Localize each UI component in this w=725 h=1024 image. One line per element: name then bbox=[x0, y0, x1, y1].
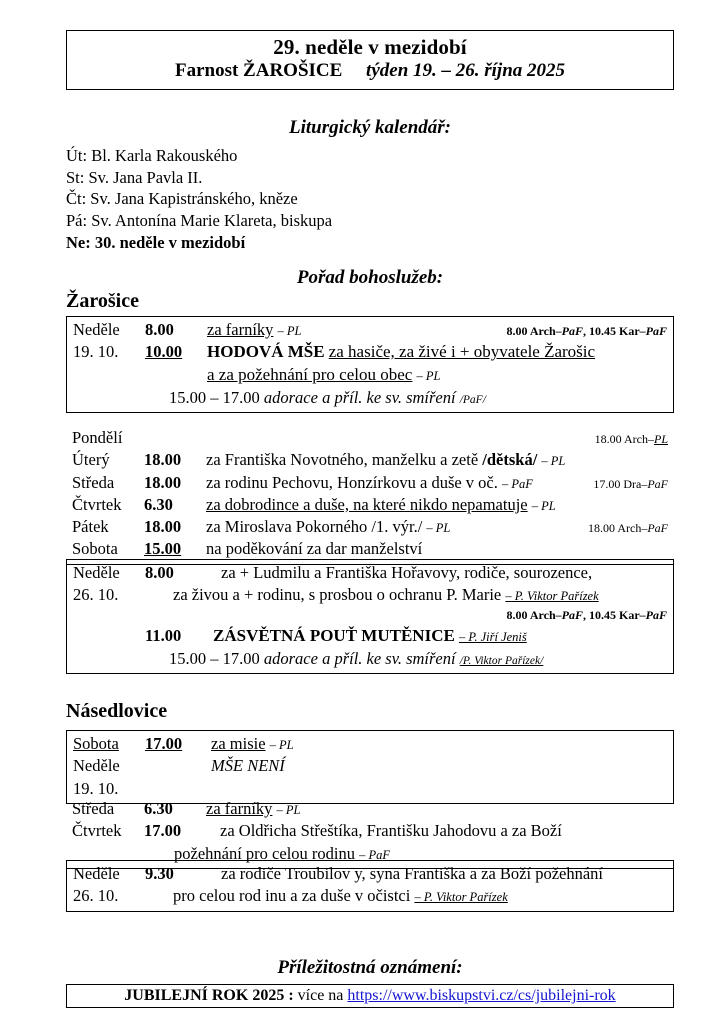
row-intention bbox=[145, 584, 667, 606]
row-intention bbox=[206, 449, 668, 471]
table-row bbox=[73, 755, 667, 777]
adoration-time: 15.00 – 17.00 bbox=[169, 388, 260, 408]
row-adoration bbox=[145, 648, 667, 670]
zarosice-weekdays-block bbox=[66, 425, 674, 565]
table-row bbox=[73, 885, 667, 907]
annotation-part: PaF bbox=[647, 476, 668, 491]
jubilee-link[interactable]: https://www.biskupstvi.cz/cs/jubilejni-rok bbox=[347, 987, 616, 1004]
table-row bbox=[73, 625, 667, 648]
table-row bbox=[72, 516, 668, 538]
annotation-part: 18.00 Arch– bbox=[588, 521, 648, 536]
celebrant-code: – PL bbox=[426, 521, 451, 536]
row-time: 18.00 bbox=[144, 517, 182, 537]
table-row bbox=[73, 319, 667, 341]
row-time: 17.00 bbox=[144, 821, 182, 841]
row-annotation bbox=[499, 323, 667, 339]
row-time: 9.30 bbox=[145, 864, 174, 883]
nasedlovice-block-3 bbox=[66, 860, 674, 912]
row-time: 18.00 bbox=[144, 450, 182, 470]
row-time: 10.00 bbox=[145, 342, 183, 362]
intention-note: /dětská/ bbox=[482, 450, 538, 470]
celebrant-code: – PL bbox=[269, 738, 294, 752]
celebrant-code: – PaF bbox=[359, 847, 391, 862]
row-intention bbox=[207, 364, 667, 387]
table-row bbox=[73, 387, 667, 409]
table-row bbox=[72, 427, 668, 449]
table-row bbox=[73, 584, 667, 606]
intention-text: za rodinu Pechovu, Honzírkovu a duše v oč. bbox=[206, 472, 498, 492]
annotation-part: PaF bbox=[561, 607, 583, 622]
row-intention bbox=[213, 625, 667, 648]
parish-name: Farnost ŽAROŠICE bbox=[174, 60, 343, 82]
table-row bbox=[72, 449, 668, 471]
table-row bbox=[73, 648, 667, 670]
celebrant-name: – P. Viktor Pařízek bbox=[505, 589, 599, 604]
annotation-part: , 10.45 Kar– bbox=[582, 607, 646, 622]
annotation-part: PaF bbox=[647, 521, 668, 536]
row-intention bbox=[207, 341, 667, 364]
annotation-part: PaF bbox=[561, 324, 583, 338]
celebrant-name: – P. Viktor Pařízek bbox=[414, 890, 508, 905]
row-date: 26. 10. bbox=[73, 585, 119, 605]
list-item: Ne: 30. neděle v mezidobí bbox=[66, 232, 246, 252]
row-adoration bbox=[145, 387, 667, 409]
intention-text: za farníky bbox=[207, 320, 274, 339]
nasedlovice-block-1 bbox=[66, 730, 674, 804]
row-day: Neděle bbox=[73, 864, 120, 883]
annotation-part: 8.00 Arch– bbox=[506, 324, 562, 338]
row-intention bbox=[206, 538, 668, 560]
intention-text: za misie bbox=[211, 734, 266, 753]
table-row bbox=[73, 607, 667, 623]
adoration-text: adorace a příl. ke sv. smíření bbox=[263, 648, 456, 668]
celebrant-code: – PL bbox=[541, 454, 566, 469]
announcements-title: Příležitostná oznámení: bbox=[277, 957, 463, 978]
adoration-time: 15.00 – 17.00 bbox=[169, 648, 260, 668]
intention-text: na poděkování za dar manželství bbox=[206, 539, 423, 559]
celebrant-name: /P. Viktor Pařízek/ bbox=[459, 654, 544, 667]
pilgrimage-label: ZÁSVĚTNÁ POUŤ MUTĚNICE bbox=[213, 625, 455, 645]
table-row bbox=[73, 733, 667, 755]
adoration-text: adorace a příl. ke sv. smíření bbox=[263, 388, 456, 408]
header-subtitle bbox=[73, 60, 667, 83]
intention-text: za Miroslava Pokorného /1. výr./ bbox=[206, 517, 423, 537]
row-day: Čtvrtek bbox=[72, 494, 122, 514]
table-row bbox=[73, 364, 667, 387]
intention-text: za farníky bbox=[206, 799, 273, 818]
intention-text: za živou a + rodinu, s prosbou o ochranu P. Marie bbox=[173, 585, 502, 605]
annotation-part: 17.00 Dra– bbox=[593, 476, 648, 491]
row-intention: za + Ludmilu a Františka Hořavovy, rodiče, sourozence, bbox=[221, 563, 593, 582]
liturgical-calendar-section bbox=[66, 118, 674, 254]
list-item: St: Sv. Jana Pavla II. bbox=[66, 167, 203, 187]
announcement-text: více na bbox=[297, 987, 344, 1004]
celebrant-code: – PaF bbox=[502, 476, 533, 491]
table-row bbox=[73, 863, 667, 885]
row-day: Pátek bbox=[72, 517, 109, 537]
row-date: 19. 10. bbox=[73, 342, 119, 362]
zarosice-sunday-26-block bbox=[66, 559, 674, 674]
row-day: Pondělí bbox=[72, 428, 123, 447]
celebrant-name: – P. Jiří Jeniš bbox=[458, 629, 527, 644]
row-annotation bbox=[587, 431, 668, 447]
document-header bbox=[66, 30, 674, 90]
row-day: Neděle bbox=[73, 756, 120, 776]
schedule-title: Pořad bohoslužeb: bbox=[296, 267, 444, 288]
row-date: 26. 10. bbox=[73, 886, 119, 906]
table-row bbox=[72, 820, 668, 842]
row-intention bbox=[206, 472, 585, 494]
row-day: Neděle bbox=[73, 320, 120, 339]
table-row bbox=[73, 562, 667, 584]
table-row bbox=[72, 798, 668, 820]
row-time: 6.30 bbox=[144, 799, 173, 818]
week-range: týden 19. – 26. října 2025 bbox=[366, 60, 566, 82]
list-item: Pá: Sv. Antonína Marie Klareta, biskupa bbox=[66, 211, 333, 231]
announcement-label: JUBILEJNÍ ROK 2025 : bbox=[124, 987, 294, 1004]
table-row bbox=[72, 472, 668, 494]
row-time: 8.00 bbox=[145, 563, 174, 582]
page-title: 29. neděle v mezidobí bbox=[273, 35, 467, 59]
annotation-part: PL bbox=[653, 432, 668, 446]
nasedlovice-heading: Násedlovice bbox=[66, 700, 168, 722]
intention-text: za hasiče, za živé i + obyvatele Žarošic bbox=[328, 342, 596, 362]
intention-text: požehnání pro celou rodinu bbox=[174, 843, 355, 863]
liturgical-calendar-title: Liturgický kalendář: bbox=[288, 117, 452, 138]
row-annotation bbox=[499, 607, 667, 623]
table-row bbox=[72, 538, 668, 560]
row-day: Úterý bbox=[72, 450, 110, 470]
row-intention bbox=[206, 494, 668, 516]
row-intention bbox=[206, 798, 668, 820]
row-time: 15.00 bbox=[144, 539, 182, 559]
row-intention bbox=[211, 733, 667, 755]
zarosice-heading: Žarošice bbox=[66, 290, 139, 312]
zarosice-sunday-19-block bbox=[66, 316, 674, 413]
row-day: Neděle bbox=[73, 563, 120, 582]
list-item: Út: Bl. Karla Rakouského bbox=[66, 145, 238, 165]
celebrant-code: /PaF/ bbox=[459, 394, 486, 407]
intention-text: pro celou rod inu a za duše v očistci bbox=[173, 886, 411, 906]
table-row bbox=[72, 494, 668, 516]
row-intention bbox=[207, 319, 499, 341]
announcement-box bbox=[66, 984, 674, 1008]
row-day: Sobota bbox=[72, 539, 118, 559]
mass-label: HODOVÁ MŠE bbox=[207, 342, 325, 362]
row-date: 19. 10. bbox=[73, 778, 119, 798]
row-time: 6.30 bbox=[144, 494, 173, 514]
intention-text: a za požehnání pro celou obec bbox=[207, 365, 413, 385]
row-day: Středa bbox=[72, 799, 115, 818]
celebrant-code: – PL bbox=[276, 803, 301, 817]
intention-text: za Františka Novotného, manželku a zetě bbox=[206, 450, 479, 470]
row-time: 11.00 bbox=[145, 625, 182, 645]
annotation-part: , 10.45 Kar– bbox=[582, 324, 646, 338]
annotation-part: 8.00 Arch– bbox=[506, 607, 562, 622]
liturgical-calendar-list bbox=[66, 145, 674, 254]
celebrant-code: – PL bbox=[277, 324, 302, 338]
row-annotation bbox=[580, 520, 668, 536]
row-time: 8.00 bbox=[145, 320, 174, 339]
table-row bbox=[73, 341, 667, 364]
nasedlovice-block-2 bbox=[66, 796, 674, 869]
row-intention bbox=[206, 516, 580, 538]
intention-text: za dobrodince a duše, na které nikdo nepamatuje bbox=[206, 494, 528, 514]
row-day: Čtvrtek bbox=[72, 821, 122, 841]
row-day: Středa bbox=[72, 472, 115, 492]
annotation-part: 18.00 Arch– bbox=[594, 432, 654, 446]
annotation-part: PaF bbox=[645, 607, 667, 622]
list-item: Čt: Sv. Jana Kapistránského, kněze bbox=[66, 189, 298, 209]
row-intention: za rodiče Troubilov y, syna Františka a za Boží požehnání bbox=[221, 864, 604, 883]
row-intention bbox=[145, 885, 667, 907]
celebrant-code: – PL bbox=[416, 369, 441, 384]
celebrant-code: – PL bbox=[531, 498, 556, 513]
row-note: MŠE NENÍ bbox=[211, 756, 285, 776]
header-spacer bbox=[342, 60, 366, 81]
row-time: 17.00 bbox=[145, 734, 183, 753]
row-annotation bbox=[585, 476, 668, 492]
row-intention: za Oldřicha Střeštíka, Františku Jahodovu a za Boží bbox=[220, 821, 562, 841]
row-day: Sobota bbox=[73, 734, 119, 753]
row-time: 18.00 bbox=[144, 472, 182, 492]
annotation-part: PaF bbox=[645, 324, 667, 338]
